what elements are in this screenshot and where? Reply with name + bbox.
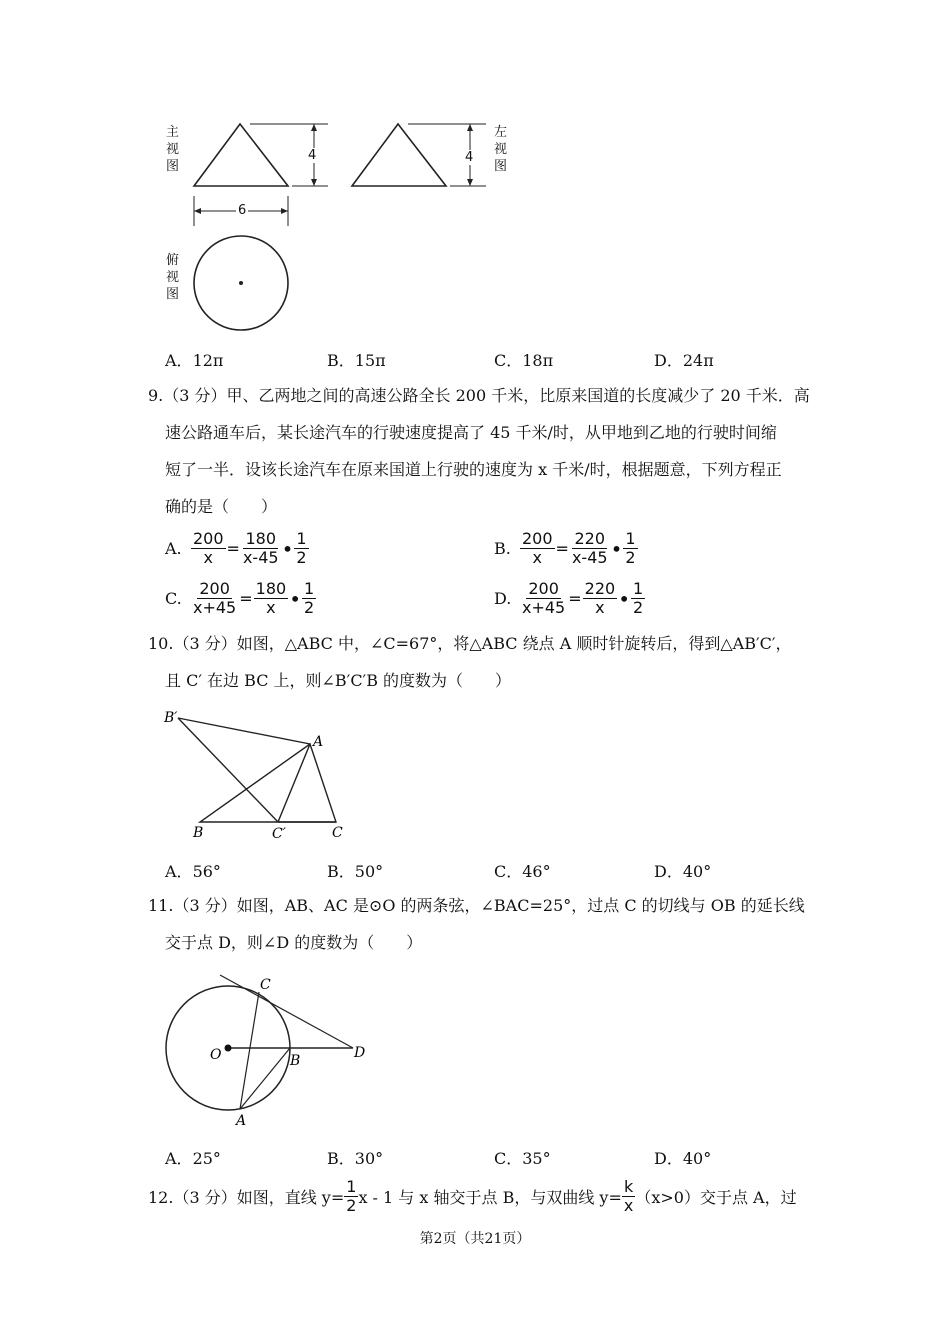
label-c: C [332,825,343,841]
label-a: A [236,1113,247,1129]
q11-line-1: 11.（3 分）如图，AB、AC 是⊙O 的两条弦，∠BAC=25°，过点 C 的切线与 OB 的延长线 [148,896,805,915]
q10-option-c[interactable]: C．46° [494,862,551,881]
circle-center-dot [239,281,243,285]
q9-line-3: 短了一半．设该长途汽车在原来国道上行驶的速度为 x 千米/时，根据题意，下列方程正 [165,460,782,479]
q9-option-c[interactable]: C. $\frac{200}{x+45}$ = $\frac{180}{x}$ • $\frac{1}{2}$ [165,579,315,617]
q11-option-d[interactable]: D．40° [654,1149,712,1168]
q9-line-1: 9.（3 分）甲、乙两地之间的高速公路全长 200 千米，比原来国道的长度减少了 20 千米．高 [148,386,810,405]
q10-option-b[interactable]: B．50° [327,862,384,881]
top-view-label: 俯 视 图 [166,253,180,302]
q10-line-1: 10.（3 分）如图，△ABC 中，∠C=67°，将△ABC 绕点 A 顺时针旋转后，得到△AB′C′， [148,634,792,653]
q12-line-1: 12.（3 分）如图，直线 y= $\frac{1}{2}$ x - 1 与 x 轴交于点 B，与双曲线 y= $\frac{k}{x}$ （x>0）交于点 A，过 [148,1177,797,1215]
q8-option-a[interactable]: A．12π [165,351,224,370]
q11-figure [160,965,380,1130]
dim-height-front: 4 [308,148,317,163]
q10-line-2: 且 C′ 在边 BC 上，则∠B′C′B 的度数为（ ） [165,671,512,690]
q8-figure [160,110,520,350]
label-b-prime: B′ [164,710,178,726]
label-c-prime: C′ [272,826,286,842]
three-views-drawing [160,110,520,350]
label-a: A [313,734,324,750]
q10-option-a[interactable]: A．56° [165,862,221,881]
q8-option-d[interactable]: D．24π [654,351,714,370]
label-b: B [290,1053,301,1069]
front-triangle [194,124,288,186]
front-view-label: 主 视 图 [166,125,180,174]
q10-option-d[interactable]: D．40° [654,862,712,881]
q11-option-b[interactable]: B．30° [327,1149,384,1168]
q11-option-c[interactable]: C．35° [494,1149,551,1168]
q9-line-2: 速公路通车后，某长途汽车的行驶速度提高了 45 千米/时，从甲地到乙地的行驶时间缩 [165,423,777,442]
q9-option-a[interactable]: A. $\frac{200}{x}$ = $\frac{180}{x-45}$ • $\frac{1}{2}$ [165,529,307,567]
label-o: O [210,1047,222,1063]
q8-option-b[interactable]: B．15π [327,351,386,370]
q9-option-b[interactable]: B. $\frac{200}{x}$ = $\frac{220}{x-45}$ • $\frac{1}{2}$ [494,529,636,567]
q10-figure [160,700,370,845]
q8-option-c[interactable]: C．18π [494,351,554,370]
label-d: D [354,1045,366,1061]
q9-option-d[interactable]: D. $\frac{200}{x+45}$ = $\frac{220}{x}$ • $\frac{1}{2}$ [494,579,644,617]
q11-option-a[interactable]: A．25° [165,1149,221,1168]
label-b: B [193,825,204,841]
dim-width: 6 [238,203,247,218]
left-view-label: 左 视 图 [494,125,508,174]
q11-line-2: 交于点 D，则∠D 的度数为（ ） [165,933,423,952]
label-c: C [260,977,271,993]
q9-line-4: 确的是（ ） [165,497,278,516]
dim-height-left: 4 [465,150,474,165]
page-footer: 第2页（共21页） [419,1231,531,1247]
left-triangle [352,124,446,186]
